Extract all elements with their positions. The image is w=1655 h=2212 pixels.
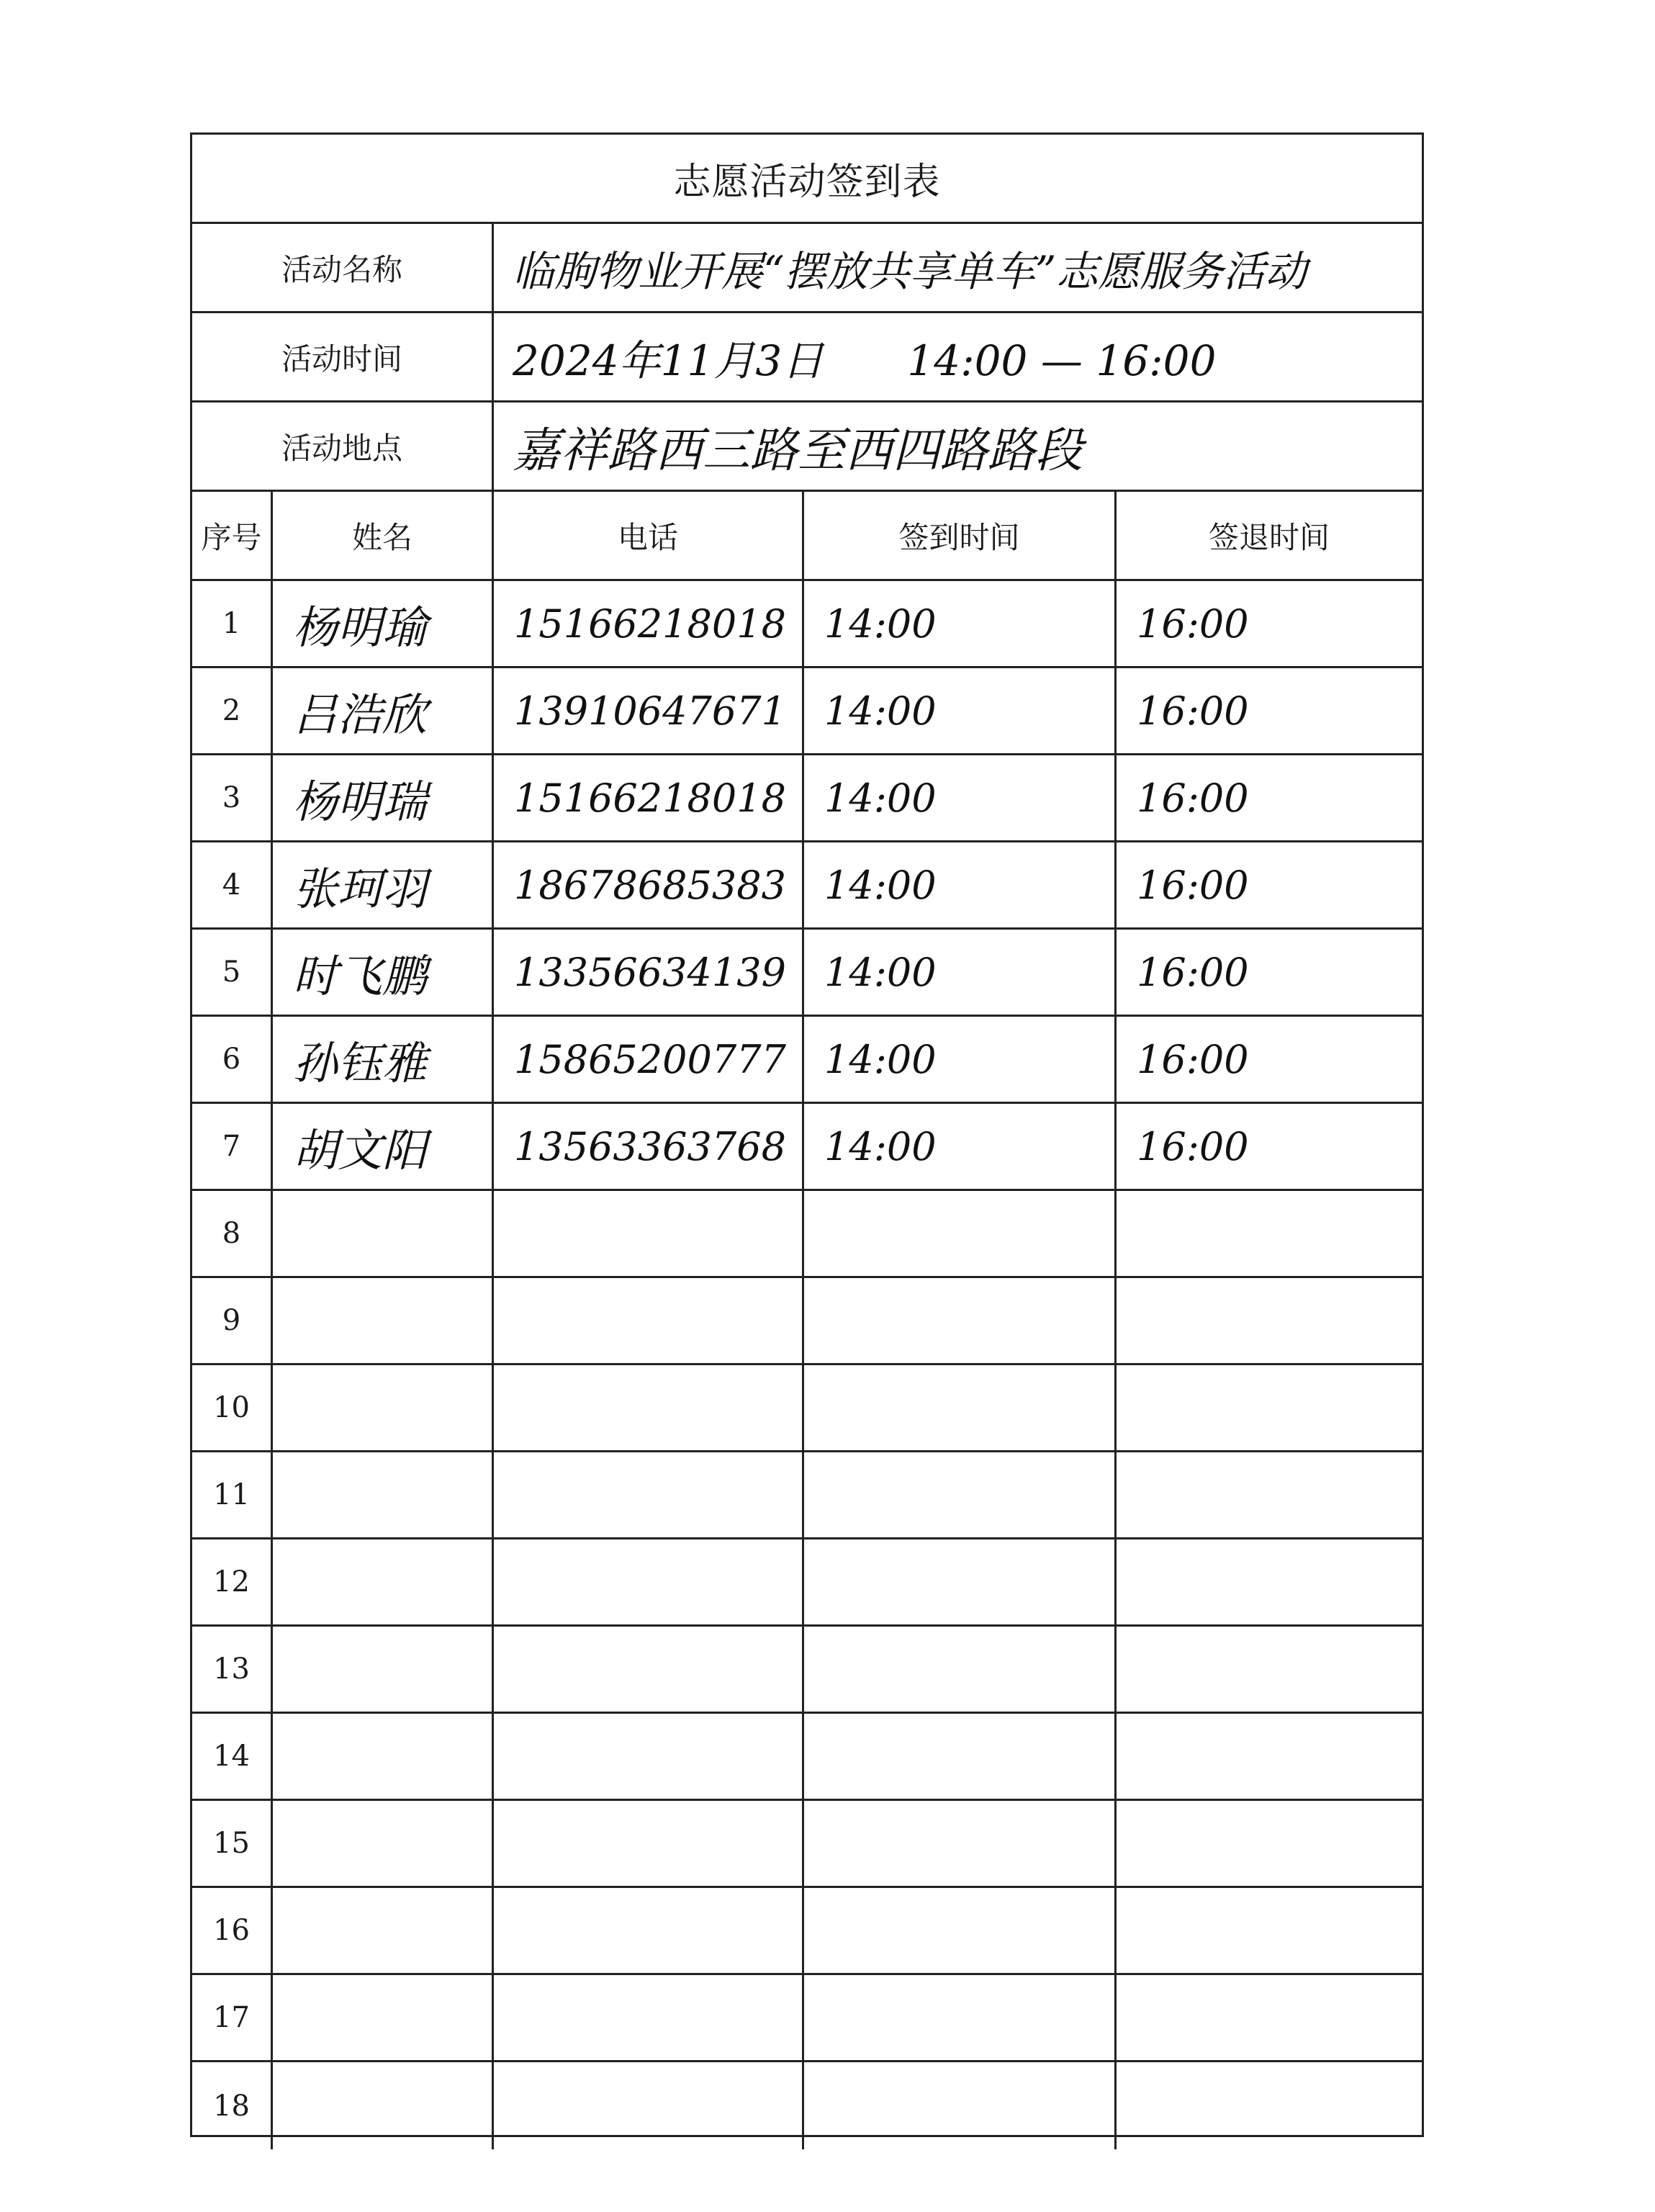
signin-time: 14:00	[804, 1017, 1117, 1102]
volunteer-phone	[494, 1975, 804, 2060]
signin-time	[804, 1452, 1117, 1537]
signout-time	[1117, 1975, 1422, 2060]
signout-time: 16:00	[1137, 862, 1249, 908]
row-number: 4	[192, 842, 273, 927]
volunteer-name: 杨明瑞	[273, 755, 494, 840]
volunteer-name: 孙钰雅	[273, 1017, 494, 1102]
volunteer-phone: 18678685383	[494, 842, 804, 927]
activity-location-label: 活动地点	[192, 403, 494, 490]
row-number: 6	[192, 1017, 273, 1102]
volunteer-phone	[494, 1714, 804, 1799]
volunteer-name: 时飞鹏	[273, 930, 494, 1015]
table-row	[192, 1452, 1422, 1539]
column-header-signout-time: 签退时间	[1208, 519, 1330, 555]
signin-time	[804, 1801, 1117, 1886]
row-number: 8	[192, 1191, 273, 1276]
volunteer-name: 吕浩欣	[273, 668, 494, 753]
column-header-row	[192, 492, 1422, 581]
column-header-signin-time: 签到时间	[804, 492, 1117, 579]
table-row	[192, 1714, 1422, 1801]
table-row	[192, 1104, 1422, 1191]
info-row-activity-time	[192, 313, 1422, 403]
signout-time	[1117, 1714, 1422, 1799]
volunteer-phone	[494, 1539, 804, 1624]
volunteer-name: 胡文阳	[273, 1104, 494, 1189]
volunteer-name	[273, 1278, 494, 1363]
signin-time	[804, 2062, 1117, 2149]
volunteer-name	[273, 1975, 494, 2060]
row-number: 9	[192, 1278, 273, 1363]
signin-time	[804, 1365, 1117, 1450]
row-number: 17	[192, 1975, 273, 2060]
signin-sheet	[190, 132, 1424, 2137]
signin-time: 14:00	[804, 755, 1117, 840]
activity-name-value: 临朐物业开展“摆放共享单车”志愿服务活动	[513, 246, 1307, 296]
volunteer-phone: 15166218018	[494, 581, 804, 666]
volunteer-name	[273, 1191, 494, 1276]
signout-time	[1117, 1452, 1422, 1537]
sheet-title: 志愿活动签到表	[673, 161, 941, 204]
table-row	[192, 1191, 1422, 1278]
volunteer-name: 张珂羽	[273, 842, 494, 927]
info-row-activity-name	[192, 224, 1422, 313]
signout-time	[1117, 2062, 1422, 2149]
signin-time	[804, 1975, 1117, 2060]
table-row	[192, 930, 1422, 1017]
activity-name-label: 活动名称	[192, 224, 494, 311]
volunteer-phone	[494, 1888, 804, 1973]
column-header-name: 姓名	[273, 492, 494, 579]
row-number: 14	[192, 1714, 273, 1799]
volunteer-name	[273, 1714, 494, 1799]
row-number: 3	[192, 755, 273, 840]
table-row	[192, 1017, 1422, 1104]
volunteer-phone	[494, 2062, 804, 2149]
signin-time	[804, 1714, 1117, 1799]
volunteer-name	[273, 1801, 494, 1886]
signout-time: 16:00	[1137, 949, 1249, 995]
volunteer-phone: 15166218018	[494, 755, 804, 840]
signout-time	[1117, 1191, 1422, 1276]
signin-time	[804, 1888, 1117, 1973]
signin-time: 14:00	[804, 842, 1117, 927]
activity-time-label: 活动时间	[192, 313, 494, 400]
signout-time: 16:00	[1137, 688, 1249, 734]
signin-time: 14:00	[804, 930, 1117, 1015]
volunteer-phone	[494, 1191, 804, 1276]
row-number: 2	[192, 668, 273, 753]
volunteer-name	[273, 1452, 494, 1537]
row-number: 13	[192, 1627, 273, 1712]
volunteer-phone: 13563363768	[494, 1104, 804, 1189]
volunteer-phone	[494, 1278, 804, 1363]
table-row	[192, 1278, 1422, 1365]
table-row	[192, 1365, 1422, 1452]
row-number: 10	[192, 1365, 273, 1450]
signout-time	[1117, 1539, 1422, 1624]
column-header-no: 序号	[192, 492, 273, 579]
volunteer-phone	[494, 1627, 804, 1712]
volunteer-phone	[494, 1365, 804, 1450]
volunteer-name	[273, 1539, 494, 1624]
row-number: 1	[192, 581, 273, 666]
table-row	[192, 581, 1422, 668]
volunteer-phone: 15865200777	[494, 1017, 804, 1102]
activity-location-value: 嘉祥路西三路至西四路路段	[513, 423, 1083, 478]
volunteer-name	[273, 1365, 494, 1450]
table-row	[192, 1627, 1422, 1714]
table-row	[192, 1888, 1422, 1975]
signin-time: 14:00	[804, 1104, 1117, 1189]
row-number: 7	[192, 1104, 273, 1189]
signin-time	[804, 1278, 1117, 1363]
table-row	[192, 2062, 1422, 2149]
volunteer-name	[273, 1888, 494, 1973]
volunteer-phone	[494, 1801, 804, 1886]
title-row	[192, 135, 1422, 224]
table-row	[192, 1975, 1422, 2062]
signout-time: 16:00	[1137, 1036, 1249, 1082]
volunteer-name: 杨明瑜	[273, 581, 494, 666]
table-row	[192, 1801, 1422, 1888]
table-row	[192, 842, 1422, 930]
volunteer-phone: 13356634139	[494, 930, 804, 1015]
signout-time: 16:00	[1137, 775, 1249, 821]
signout-time: 16:00	[1137, 1123, 1249, 1169]
signin-time	[804, 1191, 1117, 1276]
signin-time: 14:00	[804, 581, 1117, 666]
volunteer-phone: 13910647671	[494, 668, 804, 753]
signout-time	[1117, 1365, 1422, 1450]
activity-time-value: 2024年11月3日 14:00 — 16:00	[513, 336, 1217, 385]
row-number: 5	[192, 930, 273, 1015]
row-number: 15	[192, 1801, 273, 1886]
signout-time: 16:00	[1137, 601, 1249, 647]
signout-time	[1117, 1801, 1422, 1886]
signin-time: 14:00	[804, 668, 1117, 753]
table-row	[192, 755, 1422, 842]
volunteer-name	[273, 2062, 494, 2149]
signin-time	[804, 1627, 1117, 1712]
row-number: 12	[192, 1539, 273, 1624]
signout-time	[1117, 1627, 1422, 1712]
volunteer-phone	[494, 1452, 804, 1537]
row-number: 11	[192, 1452, 273, 1537]
signout-time	[1117, 1278, 1422, 1363]
volunteer-name	[273, 1627, 494, 1712]
table-row	[192, 668, 1422, 755]
row-number: 16	[192, 1888, 273, 1973]
signin-time	[804, 1539, 1117, 1624]
row-number: 18	[192, 2062, 273, 2149]
info-row-activity-location	[192, 403, 1422, 492]
table-row	[192, 1539, 1422, 1627]
column-header-phone: 电话	[494, 492, 804, 579]
signout-time	[1117, 1888, 1422, 1973]
